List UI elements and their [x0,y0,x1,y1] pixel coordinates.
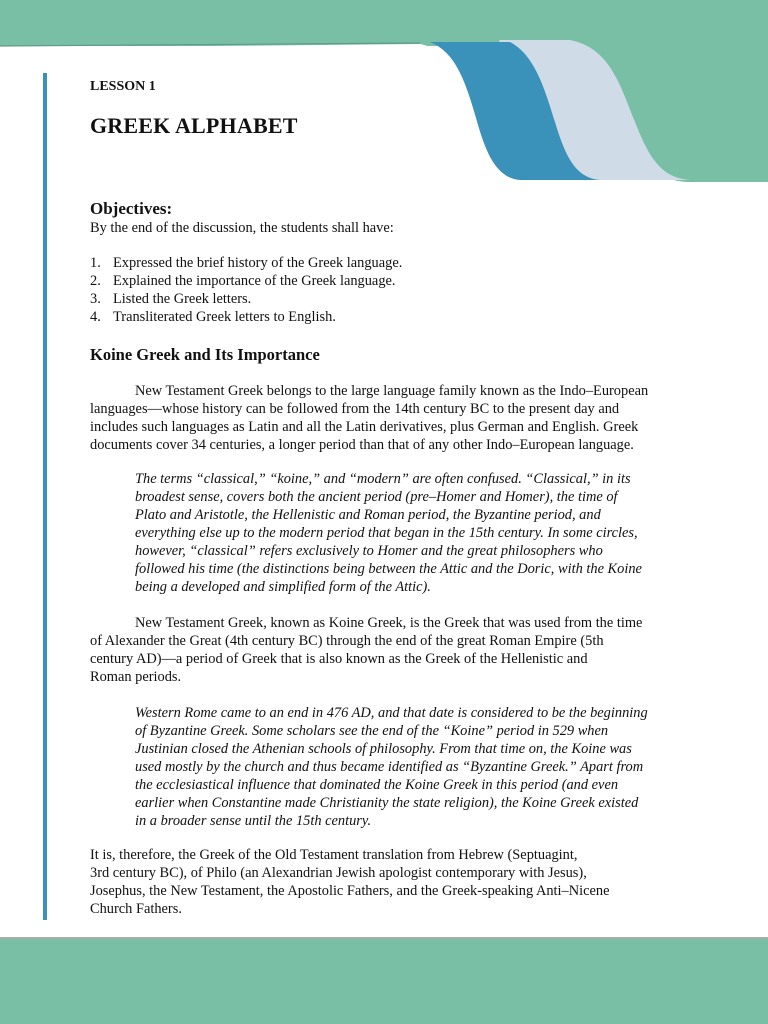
lesson-title: GREEK ALPHABET [90,113,298,138]
section-heading: Koine Greek and Its Importance [90,345,320,364]
left-accent-rule [43,73,47,920]
quote-byzantine-greek: Western Rome came to an end in 476 AD, and that date is considered to be the beginning of Byzantine Greek. Some scholars see the end of the “Koine” period in 529 when Justinian closed the Athenian schools of philosophy. From that time on, the Koine was used mostly by the church and thus became identified as “Byzantine Greek.” Apart from the ecclesiastical influence that dominated the Koine Greek in this period (and even earlier when Constantine made Christianity the state religion), the Koine Greek existed in a broader sense until the 15th century. [135,705,648,829]
objectives-intro: By the end of the discussion, the students shall have: [90,220,394,236]
objectives-list [90,254,402,326]
paragraph-koine-sources: It is, therefore, the Greek of the Old Testament translation from Hebrew (Septuagint, 3rd century BC), of Philo (an Alexandrian Jewish apologist contemporary with Jesus), Josephus, the New Testament, the Apostolic Fathers, and the Greek-speaking Anti–Nicene Church Fathers. [90,847,610,917]
paragraph-koine-definition: New Testament Greek, known as Koine Greek, is the Greek that was used from the time of Alexander the Great (4th century BC) through the end of the great Roman Empire (5th century AD)—a period of Greek that is also known as the Greek of the Hellenistic and Roman periods. [90,615,643,685]
quote-classical-koine: The terms “classical,” “koine,” and “modern” are often confused. “Classical,” in its broadest sense, covers both the ancient period (pre–Homer and Homer), the time of Plato and Aristotle, the Hellenistic and Roman period, the Byzantine period, and everything else up to the modern period that began in the 15th century. In some circles, however, “classical” refers exclusively to Homer and the great philosophers who followed his time (the distinctions being between the Attic and the Doric, with the Koine being a developed and simplified form of the Attic). [135,471,642,595]
footer-band [0,938,768,1024]
objectives-heading: Objectives: [90,199,173,218]
list-item: 4. Transliterated Greek letters to English. [90,309,336,325]
header-band [0,0,768,46]
list-item: 3. Listed the Greek letters. [90,291,252,307]
list-item: 1. Expressed the brief history of the Greek language. [90,255,403,271]
paragraph-indo-european: New Testament Greek belongs to the large language family known as the Indo–European languages—whose history can be followed from the 14th century BC to the present day and includes such languages as Latin and all the Latin derivatives, plus German and English. Greek documents cover 34 centuries, a longer period than that of any other Indo–European language. [90,383,649,453]
lesson-label: LESSON 1 [90,79,156,94]
list-item: 2. Explained the importance of the Greek language. [90,273,396,289]
